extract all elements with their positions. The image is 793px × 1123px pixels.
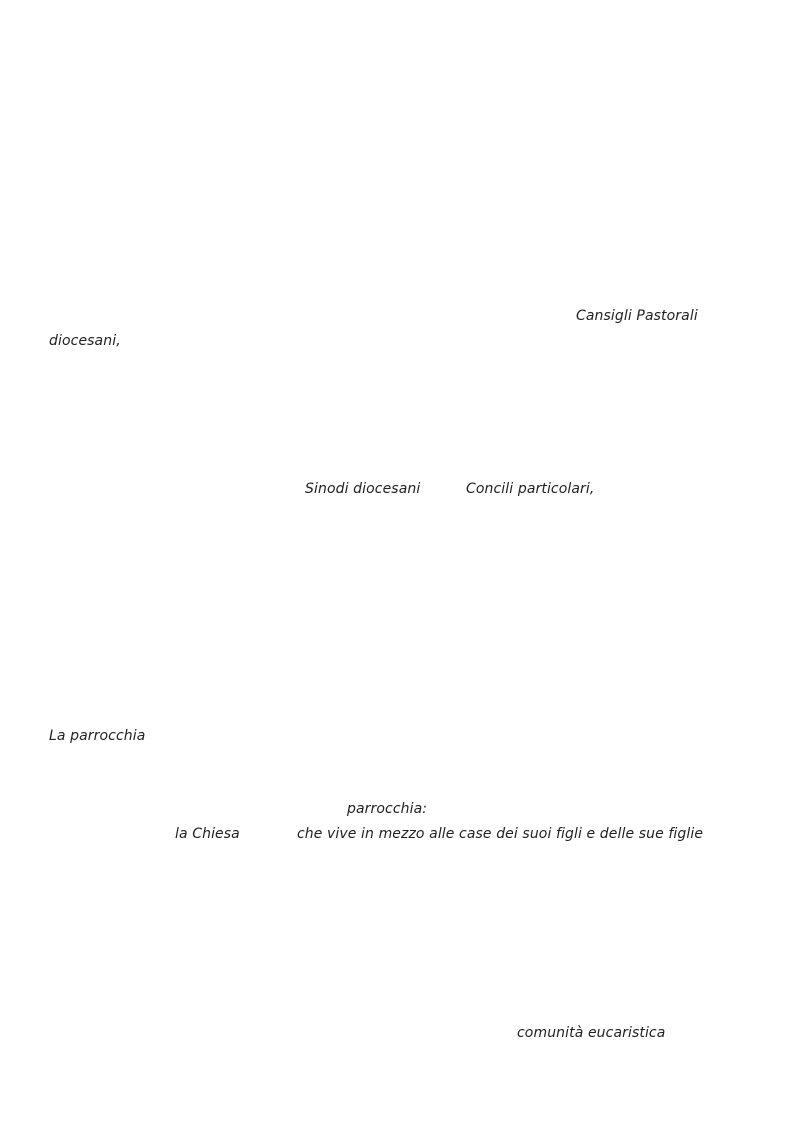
italic-phrase-che-vive: che vive in mezzo alle case dei suoi figli e delle sue figlie bbox=[297, 826, 704, 842]
italic-phrase-cansigli-pastorali: Cansigli Pastorali bbox=[576, 308, 698, 324]
italic-phrase-diocesani: diocesani, bbox=[49, 333, 121, 349]
italic-phrase-comunita-eucaristica: comunità eucaristica bbox=[517, 1025, 666, 1041]
italic-phrase-la-parrocchia: La parrocchia bbox=[49, 728, 146, 744]
italic-phrase-la-chiesa: la Chiesa bbox=[175, 826, 240, 842]
italic-phrase-sinodi-diocesani: Sinodi diocesani bbox=[305, 481, 421, 497]
italic-phrase-parrocchia: parrocchia: bbox=[347, 801, 428, 817]
italic-phrase-concili-particolari: Concili particolari, bbox=[466, 481, 595, 497]
